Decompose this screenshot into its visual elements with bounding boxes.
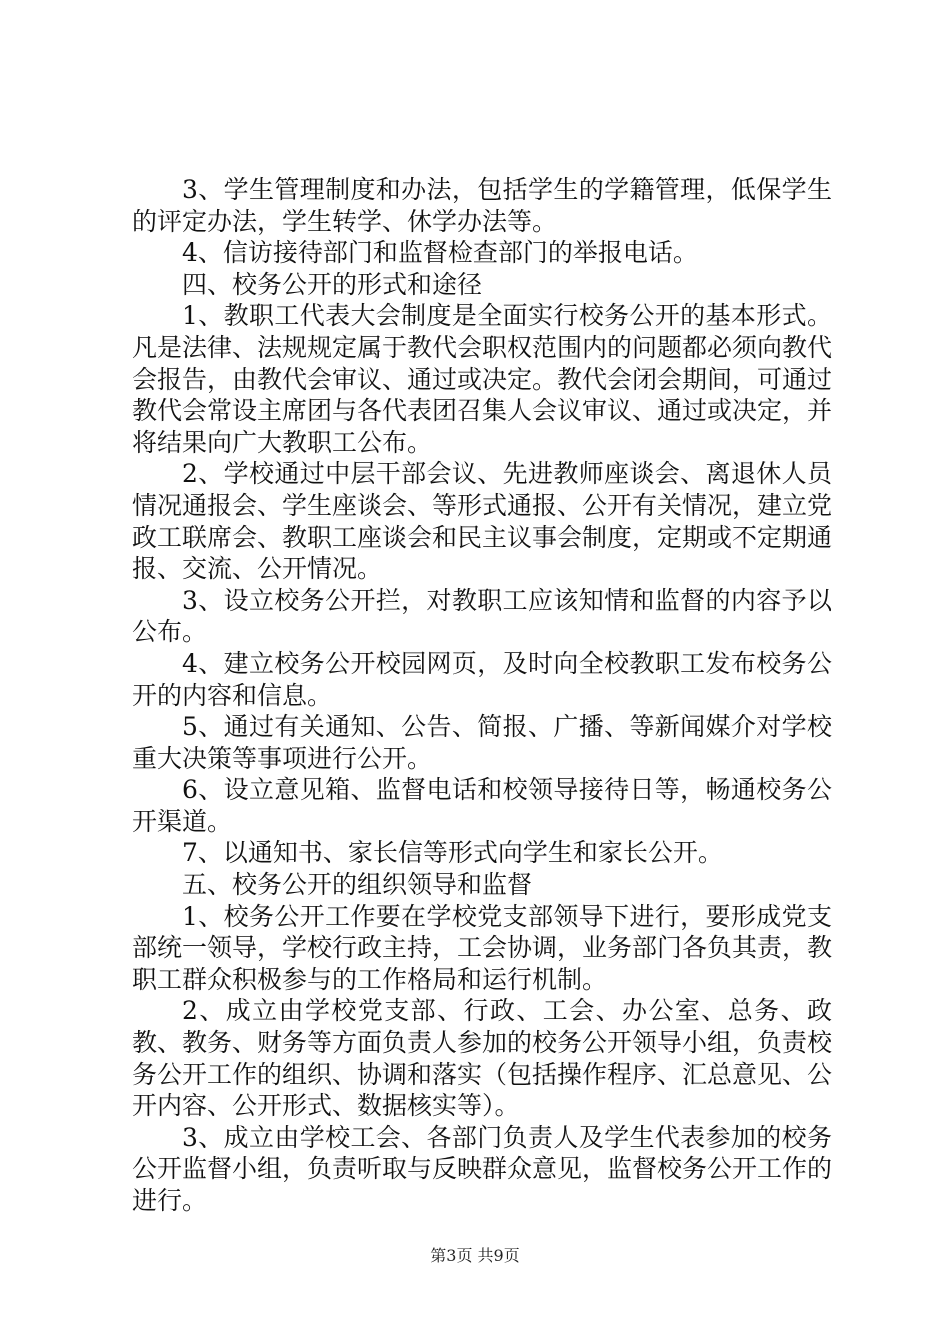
paragraph: 6、设立意见箱、监督电话和校领导接待日等，畅通校务公开渠道。 [132, 775, 832, 836]
paragraph: 1、校务公开工作要在学校党支部领导下进行，要形成党支部统一领导，学校行政主持，工会协调，业务部门各负其责，教职工群众积极参与的工作格局和运行机制。 [132, 901, 833, 994]
paragraph: 2、成立由学校党支部、行政、工会、办公室、总务、政教、教务、财务等方面负责人参加的校务公开领导小组，负责校务公开工作的组织、协调和落实（包括操作程序、汇总意见、公开内容、公开形式、数据核实等）。 [132, 996, 833, 1121]
paragraph: 4、建立校务公开校园网页，及时向全校教职工发布校务公开的内容和信息。 [132, 648, 832, 710]
paragraph: 1、教职工代表大会制度是全面实行校务公开的基本形式。凡是法律、法规规定属于教代会职权范围内的问题都必须向教代会报告，由教代会审议、通过或决定。教代会闭会期间，可通过教代会常设主席团与各代表团召集人会议审议、通过或决定，并将结果向广大教职工公布。 [132, 301, 833, 457]
paragraph: 3、设立校务公开拦，对教职工应该知情和监督的内容予以公布。 [132, 585, 832, 647]
section-heading: 四、校务公开的形式和途径 [182, 269, 483, 299]
paragraph: 5、通过有关通知、公告、简报、广播、等新闻媒介对学校重大决策等事项进行公开。 [132, 712, 832, 773]
section-heading: 五、校务公开的组织领导和监督 [182, 870, 533, 900]
page-number-footer: 第3页 共9页 [430, 1246, 520, 1265]
paragraph: 3、成立由学校工会、各部门负责人及学生代表参加的校务公开监督小组，负责听取与反映群众意见，监督校务公开工作的进行。 [132, 1122, 833, 1215]
paragraph: 2、学校通过中层干部会议、先进教师座谈会、离退休人员情况通报会、学生座谈会、等形式通报、公开有关情况，建立党政工联席会、教职工座谈会和民主议事会制度，定期或不定期通报、交流、公开情况。 [132, 459, 833, 584]
paragraph: 4、信访接待部门和监督检查部门的举报电话。 [182, 238, 698, 268]
paragraph: 7、以通知书、家长信等形式向学生和家长公开。 [182, 838, 723, 868]
body-text [132, 174, 832, 1217]
paragraph: 3、学生管理制度和办法，包括学生的学籍管理，低保学生的评定办法，学生转学、休学办法等。 [132, 175, 832, 236]
